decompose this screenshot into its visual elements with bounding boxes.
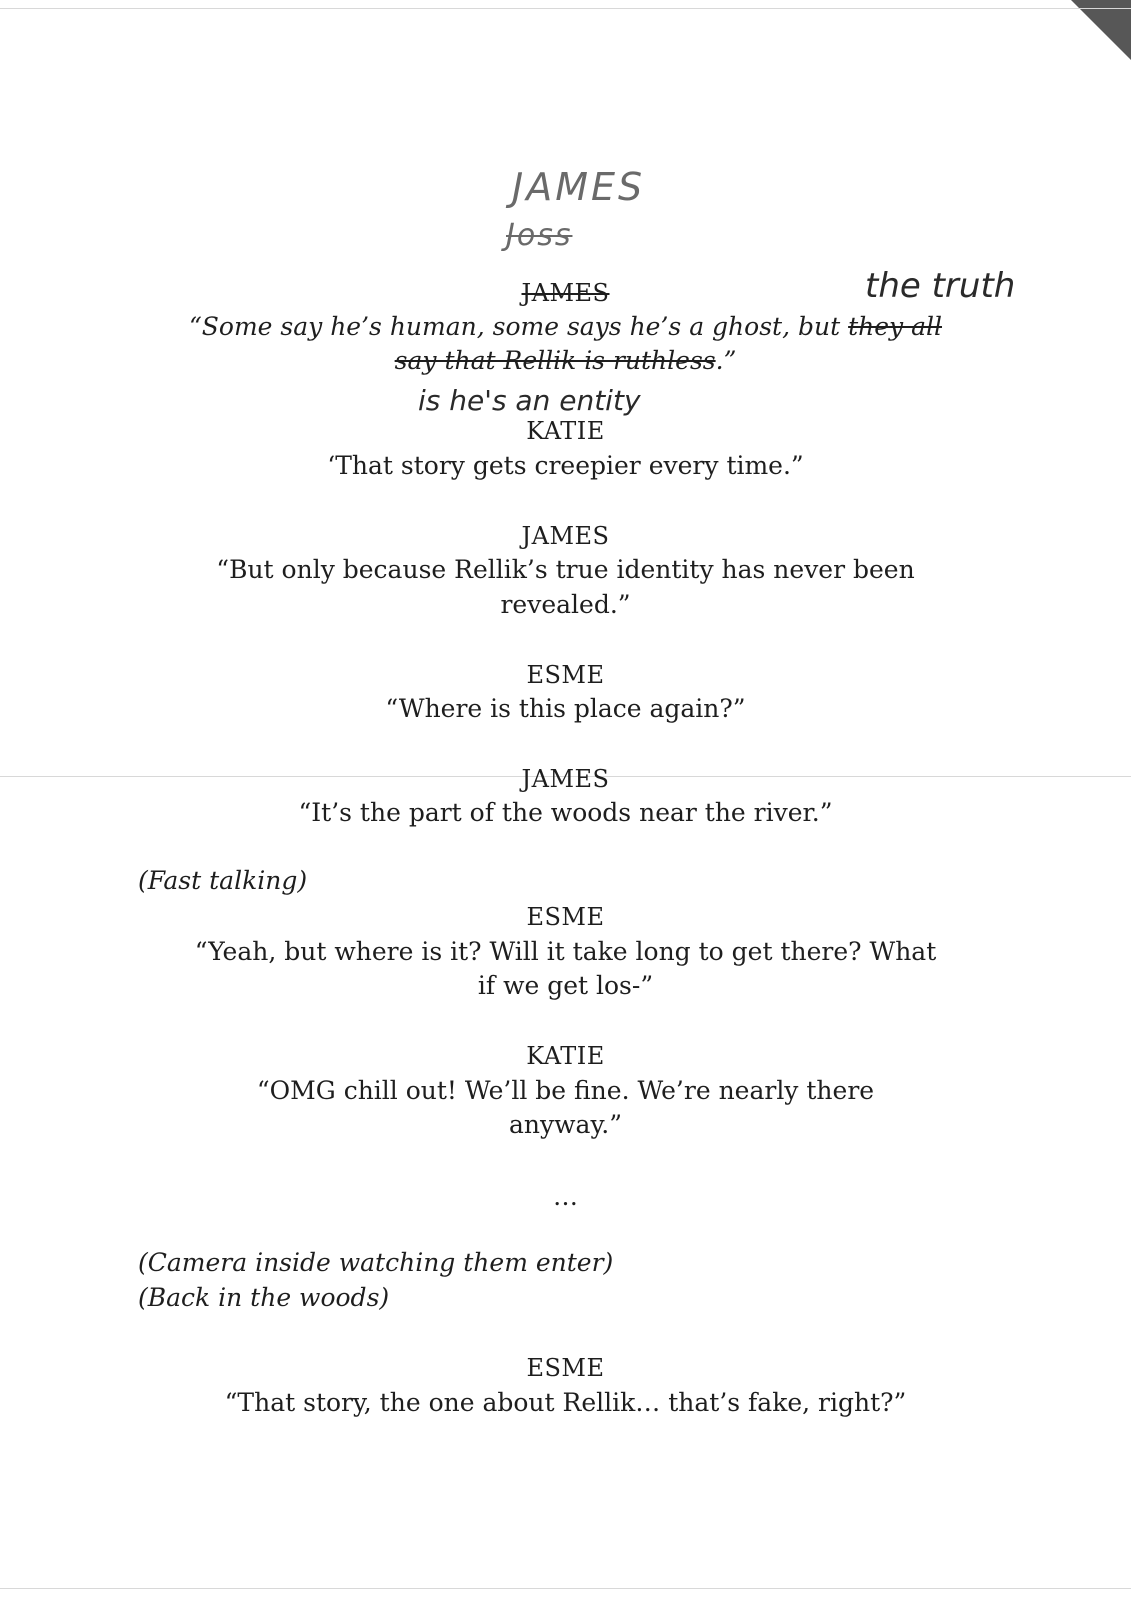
struck-text: they all — [848, 312, 943, 341]
handwritten-is-entity: is he's an entity — [418, 384, 641, 417]
dialogue-line: “It’s the part of the woods near the river.” — [298, 798, 833, 827]
dialogue-line: revealed.” — [500, 590, 631, 619]
dialogue-line: if we get los-” — [477, 971, 654, 1000]
dialogue-line: “But only because Rellik’s true identity has never been — [216, 555, 915, 584]
dialogue-line: “Yeah, but where is it? Will it take long to get there? What — [194, 937, 937, 966]
dialogue-line: “Where is this place again?” — [385, 694, 746, 723]
stage-direction: (Fast talking) — [138, 866, 308, 895]
handwritten-the-truth: the truth — [865, 266, 1016, 306]
dialogue-text: “Some say he’s human, some says he’s a ghost, but — [188, 312, 841, 341]
stage-direction: (Camera inside watching them enter) — [138, 1248, 614, 1277]
bottom-crease — [0, 1588, 1131, 1589]
speaker-name: JAMES — [521, 765, 610, 793]
dialogue-line: “That story, the one about Rellik… that’s fake, right?” — [224, 1388, 907, 1417]
speaker-james-struck: JAMES — [521, 279, 610, 307]
speaker-name: JAMES — [521, 522, 610, 550]
speaker-name: KATIE — [526, 1042, 605, 1070]
stage-direction: (Back in the woods) — [138, 1283, 390, 1312]
dialogue-text: .” — [715, 346, 737, 375]
speaker-name: ESME — [526, 661, 605, 689]
top-crease — [0, 8, 1131, 9]
scene-break: … — [553, 1182, 578, 1211]
dialogue-line: ‘That story gets creepier every time.” — [327, 451, 804, 480]
handwritten-crossed-name: Joss — [506, 218, 573, 253]
dialogue-line: anyway.” — [509, 1110, 622, 1139]
folded-corner — [1071, 0, 1131, 60]
handwritten-name-james: JAMES — [512, 165, 646, 209]
speaker-name: ESME — [526, 903, 605, 931]
dialogue-line — [0, 310, 1131, 344]
dialogue-line: “OMG chill out! We’ll be fine. We’re nearly there — [256, 1076, 875, 1105]
struck-text: say that Rellik is ruthless — [394, 346, 716, 375]
speaker-name: KATIE — [526, 417, 605, 445]
speaker-name: ESME — [526, 1354, 605, 1382]
dialogue-line — [0, 344, 1131, 378]
